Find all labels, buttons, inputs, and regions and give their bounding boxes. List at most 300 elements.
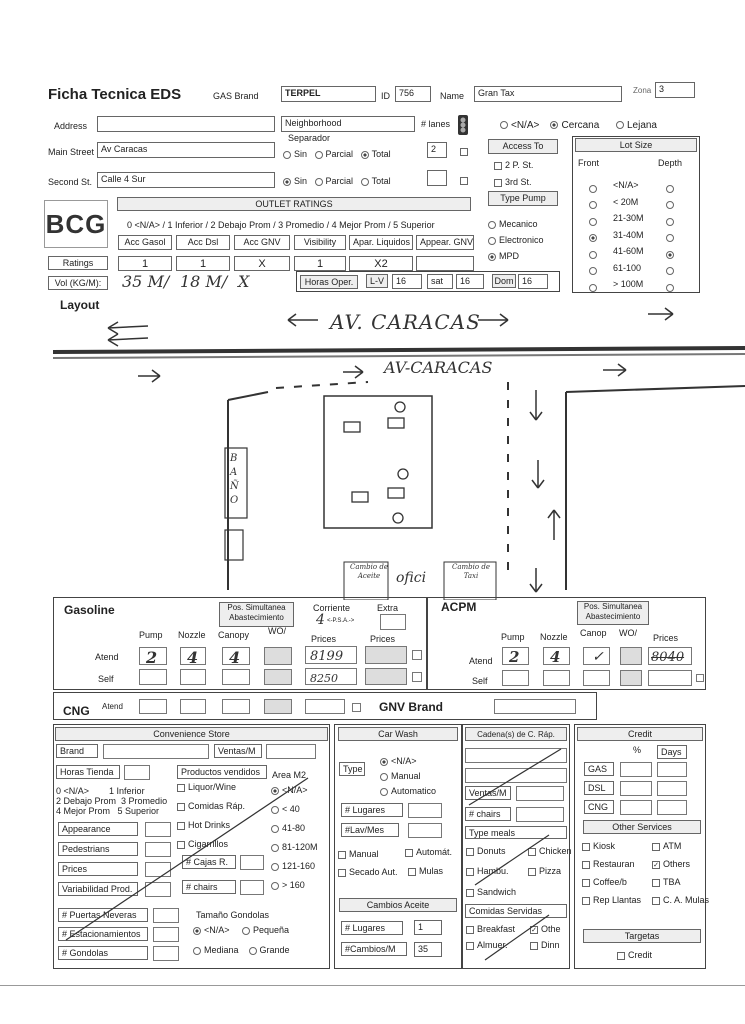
acpm-pump-label: Pump	[501, 632, 525, 642]
sat-label: sat	[427, 274, 453, 289]
area-label-3: 81-120M	[282, 842, 318, 852]
acpm-canop-self[interactable]	[583, 670, 610, 686]
dom-label: Dom	[492, 274, 516, 288]
gasoline-title: Gasoline	[64, 603, 115, 617]
gas-canopy-atend[interactable]	[222, 647, 250, 665]
lot-depth-radio-5[interactable]	[666, 263, 677, 281]
gas-price-self-value: 8250	[310, 672, 338, 685]
scale-0: 0 <N/A>	[56, 786, 90, 796]
rating-value-3[interactable]: 1	[294, 256, 346, 271]
service-check-1[interactable]	[652, 841, 681, 851]
main-street-field[interactable]: Av Caracas	[97, 142, 275, 158]
credit-pct-field-1[interactable]	[620, 781, 652, 796]
rating-col-5: Appear. GNV	[416, 235, 474, 250]
gas-pump-label: Pump	[139, 630, 163, 640]
gas-price-self[interactable]	[305, 668, 357, 685]
meal-donuts-label: Donuts	[477, 846, 506, 856]
acpm-pump-self[interactable]	[502, 670, 529, 686]
lot-depth-radio-6[interactable]	[666, 279, 677, 297]
layout-sketch	[48, 300, 745, 600]
type-meals-label: Type meals	[465, 826, 567, 839]
cng-pump-field[interactable]	[139, 699, 167, 714]
tamano-label: Tamaño Gondolas	[196, 910, 270, 920]
conv-rating-0: Appearance	[58, 822, 138, 836]
acpm-nozzle-atend[interactable]	[543, 647, 570, 665]
area-label-5: > 160	[282, 880, 305, 890]
form-title: Ficha Tecnica EDS	[48, 86, 182, 103]
lot-size-option-5: 61-100	[613, 262, 642, 273]
radio-carwash-manual[interactable]	[380, 773, 388, 781]
id-field[interactable]: 756	[395, 86, 431, 102]
gas-extra-price-self[interactable]	[365, 668, 407, 685]
product-label-1: Comidas Ráp.	[188, 801, 246, 811]
acpm-canop-label: Canop	[580, 628, 607, 638]
scale-5: 5 Superior	[117, 806, 160, 816]
radio-carwash-auto[interactable]	[380, 788, 388, 796]
pump-mecanico[interactable]	[488, 219, 538, 229]
gas-self-check[interactable]	[412, 672, 422, 682]
acpm-wo-atend[interactable]	[620, 647, 642, 665]
credit-days-field-2[interactable]	[657, 800, 687, 815]
lot-front-radio-4[interactable]	[589, 246, 600, 264]
carwash-automat-check-label: Automát.	[416, 847, 453, 857]
gas-nozzle-self[interactable]	[180, 669, 206, 685]
rating-value-2[interactable]: X	[234, 256, 290, 271]
product-label-0: Liquor/Wine	[188, 782, 237, 792]
carwash-lugares-field[interactable]	[408, 803, 442, 818]
credit-days-label: Days	[657, 745, 687, 759]
access-to-header: Access To	[488, 139, 558, 154]
conv-chairs-label: # chairs	[182, 880, 236, 894]
ventas-label: Ventas/M	[214, 744, 262, 758]
aceite-cambios-field[interactable]: 35	[414, 942, 442, 957]
location-na-label: <N/A>	[511, 120, 540, 131]
acpm-prices-label: Prices	[653, 633, 679, 643]
rating-value-5[interactable]	[416, 256, 474, 271]
lot-depth-radio-4[interactable]	[666, 246, 677, 264]
acpm-self-check[interactable]	[696, 674, 704, 682]
acpm-atend-label: Atend	[469, 656, 493, 666]
conv-rating-1: Pedestrians	[58, 842, 138, 856]
gondolas-label: # Gondolas	[58, 946, 148, 960]
corriente-value[interactable]: 4	[316, 612, 325, 628]
id-label: ID	[381, 91, 390, 101]
lot-front-radio-5[interactable]	[589, 263, 600, 281]
radio-total[interactable]	[361, 151, 369, 159]
vol-value-2[interactable]: X	[238, 272, 250, 291]
vol-value-0[interactable]: 35 M/	[122, 272, 170, 291]
gas-canopy-atend-value: 4	[229, 648, 241, 667]
gas-price-atend-value: 8199	[310, 649, 344, 664]
credit-pct-field-2[interactable]	[620, 800, 652, 815]
scale-4: 4 Mejor Prom	[56, 806, 111, 816]
conv-rating-3: Variabilidad Prod.	[58, 882, 138, 896]
carwash-lav-field[interactable]	[408, 823, 442, 838]
pequena-label: Pequeña	[253, 925, 290, 935]
access-opt-2-label: 3rd St.	[505, 177, 532, 187]
footer-divider	[0, 985, 745, 986]
gas-atend-label: Atend	[95, 652, 119, 662]
radio-parcial-2[interactable]	[315, 178, 323, 186]
product-label-2: Hot Drinks	[188, 820, 231, 830]
carwash-secado-check[interactable]	[338, 867, 398, 877]
service-check-5[interactable]	[652, 877, 681, 887]
estacionamientos-label: # Estacionamientos	[58, 927, 148, 941]
served-dinner-label: Dinn	[541, 940, 560, 950]
gnv-brand-field[interactable]	[494, 699, 576, 714]
lot-front-radio-3[interactable]	[589, 230, 600, 248]
service-check-0[interactable]	[582, 841, 615, 851]
cng-atend-label: Atend	[102, 702, 123, 711]
brand-field[interactable]	[103, 744, 209, 759]
lot-front-radio-1[interactable]	[589, 197, 600, 215]
total-label-2: Total	[371, 176, 391, 186]
carwash-manual-check[interactable]	[338, 849, 379, 859]
mpd-label: MPD	[499, 251, 519, 261]
lv-label: L-V	[366, 274, 388, 288]
cng-check[interactable]	[352, 703, 361, 712]
credit-row-2: CNG	[584, 800, 614, 814]
cercana-label: Cercana	[561, 120, 600, 131]
acpm-wo-label: WO/	[619, 628, 637, 638]
gas-pump-atend-value: 2	[146, 648, 158, 667]
parcial-label: Parcial	[325, 149, 354, 159]
lot-front-radio-0[interactable]	[589, 180, 600, 198]
acpm-nozzle-label: Nozzle	[540, 632, 568, 642]
ratings-row-label: Ratings	[48, 256, 108, 270]
credit-pct-label: %	[633, 745, 642, 755]
lot-size-option-1: < 20M	[613, 196, 639, 207]
gas-atend-check[interactable]	[412, 650, 422, 660]
aceite-lugares-label: # Lugares	[341, 921, 403, 935]
cajas-label: # Cajas R.	[182, 855, 236, 869]
gas-pos-simultanea: Pos. Simultanea Abastecimiento	[219, 602, 294, 627]
grande-label: Grande	[259, 945, 290, 955]
carwash-mulas-check[interactable]	[408, 866, 443, 876]
convenience-strike-line	[58, 770, 318, 950]
rating-value-1[interactable]: 1	[176, 256, 230, 271]
acpm-price-atend[interactable]	[648, 647, 692, 665]
cng-wo-field[interactable]	[264, 699, 292, 714]
lanes-field-2[interactable]	[427, 170, 447, 186]
rating-value-0[interactable]: 1	[118, 256, 172, 271]
lanes-check-2[interactable]	[460, 172, 471, 190]
horas-oper-label: Horas Oper.	[300, 275, 358, 289]
gas-wo-atend[interactable]	[264, 647, 292, 665]
radio-total-2[interactable]	[361, 178, 369, 186]
service-label-3: Others	[663, 859, 691, 869]
radio-carwash-na[interactable]	[380, 758, 388, 766]
lot-size-option-0: <N/A>	[613, 180, 639, 190]
lanes-check-1[interactable]	[460, 143, 471, 161]
cambios-aceite-header: Cambios Aceite	[339, 898, 457, 912]
lanes-label: # lanes	[421, 119, 451, 129]
acpm-pos-simultanea: Pos. Simultanea Abastecimiento	[577, 601, 649, 625]
separador-main-options	[283, 149, 391, 159]
acpm-title: ACPM	[441, 600, 477, 614]
carwash-header: Car Wash	[338, 727, 458, 741]
rating-col-2: Acc GNV	[234, 235, 290, 250]
rating-col-0: Acc Gasol	[118, 235, 172, 250]
acpm-wo-self[interactable]	[620, 670, 642, 686]
puertas-label: # Puertas Neveras	[58, 908, 148, 922]
carwash-manual-check-label: Manual	[349, 849, 379, 859]
pump-electronico[interactable]	[488, 235, 544, 245]
carwash-lugares-label: # Lugares	[341, 803, 403, 817]
served-almuerzo-label: Almuer.	[477, 940, 508, 950]
address-label: Address	[54, 121, 88, 131]
cadena-chairs-label: # chairs	[465, 807, 511, 821]
gas-price-atend[interactable]	[305, 646, 357, 664]
lot-depth-radio-1[interactable]	[666, 197, 677, 215]
carwash-type-options	[380, 754, 436, 799]
acpm-pump-atend-value: 2	[509, 648, 520, 666]
name-label: Name	[440, 91, 465, 101]
credit-row-0: GAS	[584, 762, 614, 776]
rating-value-4[interactable]: X2	[349, 256, 413, 271]
service-label-0: Kiosk	[593, 841, 616, 851]
gas-extra-price-atend[interactable]	[365, 646, 407, 664]
area-label-1: < 40	[282, 804, 300, 814]
cng-nozzle-field[interactable]	[180, 699, 206, 714]
horas-tienda-label: Horas Tienda	[56, 765, 120, 779]
layout-title: Layout	[60, 298, 100, 312]
scale-2: 2 Debajo Prom	[56, 796, 117, 806]
cambio-taxi-label: Cambio de Taxi	[452, 563, 490, 580]
carwash-type-label: Type	[339, 762, 365, 776]
lanes-field[interactable]: 2	[427, 142, 447, 158]
area-label-2: 41-80	[282, 823, 306, 833]
radio-parcial[interactable]	[315, 151, 323, 159]
carwash-lav-label: #Lav/Mes	[341, 823, 399, 837]
carwash-automat-check[interactable]	[405, 847, 452, 857]
meal-sandwich-label: Sandwich	[477, 887, 517, 897]
service-label-5: TBA	[663, 877, 681, 887]
gas-prices-label-2: Prices	[370, 634, 396, 644]
ratings-scale: 0 <N/A> / 1 Inferior / 2 Debajo Prom / 3 Promedio / 4 Mejor Prom / 5 Superior	[127, 220, 435, 230]
aceite-cambios-label: #Cambios/M	[341, 942, 407, 956]
service-label-7: C. A. Mulas	[663, 895, 710, 905]
service-check-3[interactable]: ✓ Others	[653, 859, 691, 869]
bano-label	[230, 452, 240, 508]
service-label-2: Restauran	[593, 859, 635, 869]
main-street-label: Main Street	[48, 147, 95, 157]
gnv-brand-label: GNV Brand	[379, 700, 444, 714]
carwash-secado-label: Secado Aut.	[349, 867, 398, 877]
aceite-lugares-field[interactable]: 1	[414, 920, 442, 935]
street-label-bottom: AV-CARACAS	[384, 358, 493, 377]
acpm-price-self[interactable]	[648, 670, 692, 686]
gas-canopy-self[interactable]	[222, 669, 250, 685]
gas-self-label: Self	[98, 674, 114, 684]
area-label-4: 121-160	[282, 861, 316, 871]
gas-pump-atend[interactable]	[139, 647, 167, 665]
acpm-price-atend-value: 8040	[651, 650, 685, 665]
depth-label: Depth	[658, 158, 683, 168]
corriente-label: Corriente	[313, 603, 351, 613]
location-options	[500, 120, 657, 131]
radio-sin-2[interactable]	[283, 178, 291, 186]
pump-mpd[interactable]	[488, 251, 519, 261]
gas-nozzle-label: Nozzle	[178, 630, 206, 640]
carwash-auto-label: Automatico	[391, 786, 437, 796]
gas-nozzle-atend-value: 4	[187, 648, 199, 667]
service-label-4: Coffee/b	[593, 877, 627, 887]
traffic-light-icon	[455, 114, 471, 138]
scale-3: 3 Promedio	[121, 796, 168, 806]
area-label: Area M2	[272, 770, 307, 780]
product-label-3: Cigarrillos	[188, 839, 229, 849]
acpm-canop-atend[interactable]	[583, 647, 610, 665]
total-label: Total	[371, 149, 391, 159]
sin-label-2: Sin	[294, 176, 308, 186]
mecanico-label: Mecanico	[499, 219, 538, 229]
cadena-header: Cadena(s) de C. Ráp.	[465, 727, 567, 741]
lot-front-radio-6[interactable]	[589, 279, 600, 297]
carwash-manual-label: Manual	[391, 771, 421, 781]
vol-value-1[interactable]: 18 M/	[180, 272, 228, 291]
service-check-7[interactable]	[652, 895, 709, 905]
service-check-6[interactable]	[582, 895, 641, 905]
carwash-na-label: <N/A>	[391, 756, 417, 766]
meal-hambu-label: Hambu.	[477, 866, 509, 876]
acpm-canop-check-icon: ✓	[592, 649, 604, 665]
credit-days-field-0[interactable]	[657, 762, 687, 777]
service-label-1: ATM	[663, 841, 682, 851]
radio-lejana[interactable]	[616, 121, 624, 129]
cambio-aceite-label: Cambio de Aceite	[350, 563, 388, 580]
lot-depth-radio-2[interactable]	[666, 213, 677, 231]
access-opt-1-label: 2 P. St.	[505, 160, 534, 170]
bcg-logo: BCG	[44, 200, 108, 248]
credit-header: Credit	[577, 727, 703, 741]
rating-col-3: Visibility	[294, 235, 346, 250]
second-street-label: Second St.	[48, 177, 93, 187]
radio-location-na[interactable]	[500, 121, 508, 129]
electronico-label: Electronico	[499, 235, 544, 245]
service-check-2[interactable]	[582, 859, 635, 869]
gas-canopy-label: Canopy	[218, 630, 250, 640]
credit-days-field-1[interactable]	[657, 781, 687, 796]
extra-field[interactable]	[380, 614, 406, 630]
bano-letter-1: A	[230, 467, 238, 478]
sat-field[interactable]: 16	[456, 274, 484, 289]
meal-pizza-label: Pizza	[539, 866, 562, 876]
gas-wo-label: WO/	[268, 626, 286, 636]
dom-field[interactable]: 16	[518, 274, 548, 289]
gas-brand-field[interactable]: TERPEL	[281, 86, 376, 102]
served-other[interactable]: ✓ Othe	[531, 924, 561, 934]
bano-letter-2: Ñ	[230, 481, 239, 492]
credit-check-label: Credit	[628, 950, 653, 960]
street-label-top: AV. CARACAS	[330, 310, 481, 334]
scale-1: 1 Inferior	[109, 786, 145, 796]
tamano-na-label: <N/A>	[204, 925, 230, 935]
lejana-label: Lejana	[626, 120, 657, 131]
credit-pct-field-0[interactable]	[620, 762, 652, 777]
lot-size-option-3: 31-40M	[613, 229, 644, 240]
conv-rating-2: Prices	[58, 862, 138, 876]
acpm-pump-atend[interactable]	[502, 647, 529, 665]
gas-wo-self[interactable]	[264, 669, 292, 685]
service-label-6: Rep Llantas	[593, 895, 642, 905]
separador-label: Separador	[288, 133, 331, 143]
front-label: Front	[578, 158, 600, 168]
productos-label: Productos vendidos	[177, 765, 267, 779]
neighborhood-field[interactable]: Neighborhood	[281, 116, 415, 132]
zona-field[interactable]: 3	[655, 82, 695, 98]
lv-field[interactable]: 16	[392, 274, 422, 289]
other-services-header: Other Services	[583, 820, 701, 834]
mediana-label: Mediana	[204, 945, 239, 955]
cng-canopy-field[interactable]	[222, 699, 250, 714]
gas-prices-label: Prices	[311, 634, 337, 644]
served-other-label: Othe	[541, 924, 561, 934]
psa-label: <-P.S.A.->	[327, 618, 355, 624]
tarjetas-header: Targetas	[583, 929, 701, 943]
service-check-4[interactable]	[582, 877, 627, 887]
served-breakfast-label: Breakfast	[477, 924, 516, 934]
vol-row-label: Vol (KG/M):	[48, 276, 108, 290]
lot-depth-radio-0[interactable]	[666, 180, 677, 198]
carwash-mulas-label: Mulas	[419, 866, 444, 876]
acpm-self-label: Self	[472, 676, 488, 686]
address-field[interactable]	[97, 116, 275, 132]
parcial-label-2: Parcial	[325, 176, 354, 186]
brand-label: Brand	[56, 744, 98, 758]
extra-label: Extra	[377, 603, 399, 613]
oficina-label: ofici	[396, 570, 427, 586]
comidas-servidas-label: Comidas Servidas	[465, 904, 567, 918]
pump-island-icons	[344, 402, 408, 523]
lot-depth-radio-3[interactable]	[666, 230, 677, 248]
cng-price-field[interactable]	[305, 699, 345, 714]
second-street-field[interactable]: Calle 4 Sur	[97, 172, 275, 188]
convenience-header: Convenience Store	[55, 727, 328, 741]
radio-sin[interactable]	[283, 151, 291, 159]
zona-label: Zona	[633, 86, 652, 95]
name-field[interactable]: Gran Tax	[474, 86, 622, 102]
lot-size-option-2: 21-30M	[613, 213, 644, 223]
radio-cercana[interactable]	[550, 121, 558, 129]
cadena-strike-lines	[465, 745, 569, 965]
credit-check[interactable]	[617, 950, 652, 960]
acpm-nozzle-self[interactable]	[543, 670, 570, 686]
cadena-ventas-label: Ventas/M	[465, 786, 511, 800]
gas-pump-self[interactable]	[139, 669, 167, 685]
sin-label: Sin	[294, 149, 308, 159]
lot-size-option-6: > 100M	[613, 279, 644, 289]
credit-row-1: DSL	[584, 781, 614, 795]
ventas-field[interactable]	[266, 744, 316, 759]
cng-title: CNG	[63, 704, 90, 718]
type-pump-header: Type Pump	[488, 191, 558, 206]
separador-second-options	[283, 176, 391, 186]
acpm-nozzle-atend-value: 4	[550, 648, 561, 666]
bano-letter-3: O	[230, 495, 239, 506]
lot-size-option-4: 41-60M	[613, 246, 644, 256]
area-label-0: <N/A>	[282, 785, 308, 795]
gas-nozzle-atend[interactable]	[180, 647, 206, 665]
lot-front-radio-2[interactable]	[589, 213, 600, 231]
outlet-ratings-header: OUTLET RATINGS	[117, 197, 471, 211]
meal-chicken-label: Chicken	[539, 846, 572, 856]
access-opt-1[interactable]	[494, 160, 533, 170]
bano-letter-0: B	[230, 453, 238, 464]
gas-brand-label: GAS Brand	[213, 91, 259, 101]
lot-size-header: Lot Size	[575, 138, 697, 152]
access-opt-2[interactable]	[494, 177, 532, 187]
